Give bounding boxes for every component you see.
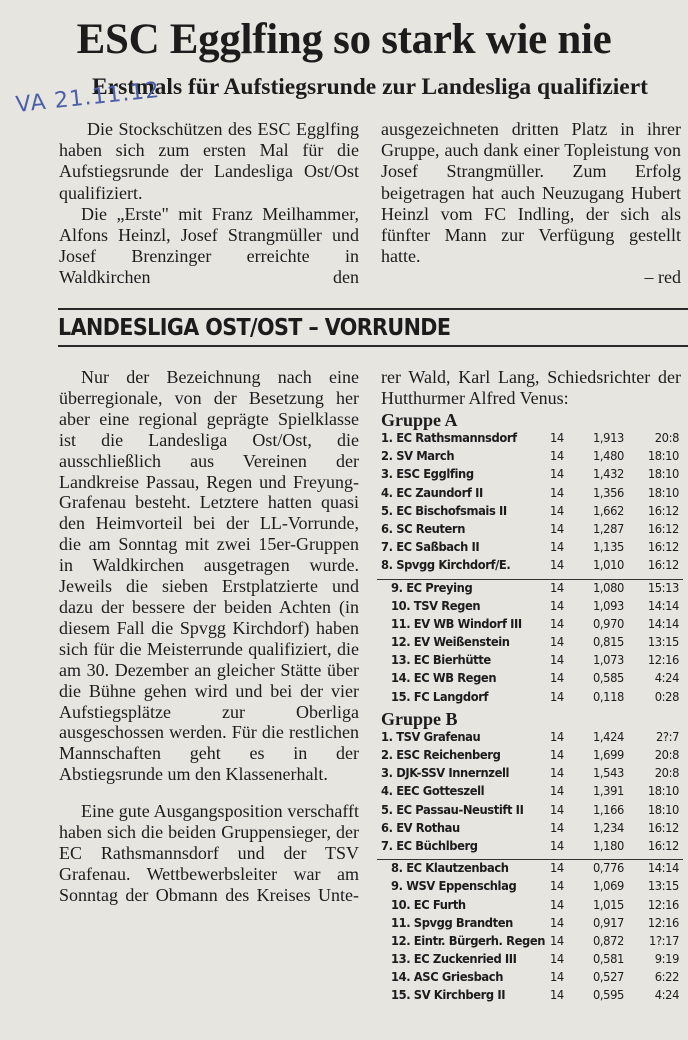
points: 4:24 [654,671,679,687]
shot-ratio: 1,166 [593,802,624,818]
shot-ratio: 0,118 [593,689,624,705]
team-name: 12. Eintr. Bürgerh. Regen [391,933,546,949]
team-name: 3. DJK-SSV Innernzell [381,766,510,782]
team-name: 3. ESC Egglfing [381,467,474,483]
team-name: 10. TSV Regen [391,598,481,614]
points: 18:10 [647,485,679,501]
team-name: 4. EEC Gotteszell [381,784,485,800]
shot-ratio: 1,699 [593,748,624,763]
games-played: 14 [550,933,564,949]
games-played: 14 [550,653,564,669]
team-name: 11. EV WB Windorf III [391,616,522,632]
points: 0:28 [654,689,679,705]
group-a-title: Gruppe A [381,410,458,430]
shot-ratio: 1,135 [593,540,624,556]
shot-ratio: 1,073 [593,653,624,669]
points: 14:14 [647,598,679,614]
games-played: 14 [550,802,564,818]
points: 18:10 [647,467,679,483]
section-title: LANDESLIGA OST/OST – VORRUNDE [58,315,451,341]
table-row [381,598,681,616]
table-row [381,580,681,598]
table-row [381,539,681,557]
table-row [381,838,681,856]
table-row [381,634,681,652]
table-row [381,820,681,838]
points: 20:8 [654,748,679,763]
team-name: 5. EC Passau-Neustift II [381,802,524,818]
shot-ratio: 1,432 [593,467,624,483]
team-name: 12. EV Weißenstein [391,635,510,651]
games-played: 14 [550,861,564,877]
date-stamp: VA 21.11.12 [14,77,162,118]
games-played: 14 [550,820,564,836]
points: 1?:17 [649,933,679,949]
team-name: 2. ESC Reichenberg [381,748,501,763]
points: 20:8 [654,431,679,446]
games-played: 14 [550,598,564,614]
shot-ratio: 1,662 [593,503,624,519]
table-row [381,951,681,969]
points: 16:12 [647,820,679,836]
shot-ratio: 1,069 [593,879,624,895]
table-row [381,557,681,575]
shot-ratio: 1,424 [593,729,624,745]
report-paragraph-2: Eine gute Ausgangsposition verschafft haben sich die beiden Gruppensieger, der EC Rathsmannsdorf und der TSV Grafenau. Wettbewerbsleiter war am Sonntag der Obmann des Kreises Unte- [59,801,359,905]
report-paragraph-3: rer Wald, Karl Lang, Schiedsrichter der Hutthurmer Alfred Venus: [381,367,681,408]
points: 14:14 [647,616,679,632]
table-row [381,466,681,484]
team-name: 6. SC Reutern [381,521,466,537]
games-played: 14 [550,748,564,763]
shot-ratio: 1,480 [593,449,624,465]
report-right-intro [381,367,681,409]
games-played: 14 [550,521,564,537]
games-played: 14 [550,970,564,986]
points: 12:16 [647,897,679,913]
points: 16:12 [647,503,679,519]
shot-ratio: 1,391 [593,784,624,800]
points: 6:22 [654,970,679,986]
games-played: 14 [550,449,564,465]
team-name: 6. EV Rothau [381,820,460,836]
shot-ratio: 1,180 [593,838,624,854]
shot-ratio: 0,595 [593,988,624,1004]
games-played: 14 [550,616,564,632]
shot-ratio: 1,080 [593,580,624,596]
report-paragraph-1: Nur der Bezeichnung nach eine überregionale, von der Besetzung her aber eine regional geprägte Spielklasse ist die Landesliga Ost/Ost, die ausschließlich aus Vereinen der Landkreise Passau, Regen und Freyung-Grafenau besteht. Letztere hatten quasi den Heimvorteil bei der LL-Vorrunde, die am Sonntag mit zwei 15er-Gruppen in Waldkirchen ausgetragen wurde. Jeweils die sieben Erstplatzierte und dazu der bessere der beiden Achten (in diesem Fall die Spvgg Kirchdorf) haben sich für die Meisterrunde qualifiziert, die am 30. Dezember an gleicher Stätte über die Bühne gehen wird und bei der vier Aufstiegsplätze zur Oberliga ausgeschossen werden. Für die restlichen Mannschaften geht es in der Abstiegsrunde um den Klassenerhalt. [59,367,359,785]
shot-ratio: 1,287 [593,521,624,537]
games-played: 14 [550,784,564,800]
games-played: 14 [550,503,564,519]
table-row [381,729,681,747]
games-played: 14 [550,431,564,446]
shot-ratio: 1,234 [593,820,624,836]
team-name: 13. EC Zuckenried III [391,952,517,968]
games-played: 14 [550,558,564,574]
table-row [381,765,681,783]
team-name: 7. EC Büchlberg [381,838,478,854]
intro-left-column [59,119,359,289]
table-row [381,987,681,1005]
team-name: 1. EC Rathsmannsdorf [381,431,517,446]
team-name: 10. EC Furth [391,897,466,913]
points: 9:19 [654,952,679,968]
table-row [381,652,681,670]
games-played: 14 [550,952,564,968]
games-played: 14 [550,671,564,687]
points: 13:15 [647,635,679,651]
team-name: 15. SV Kirchberg II [391,988,506,1004]
table-row [381,860,681,878]
headline: ESC Egglfing so stark wie nie [76,16,612,63]
team-name: 15. FC Langdorf [391,689,489,705]
shot-ratio: 0,581 [593,952,624,968]
shot-ratio: 0,872 [593,933,624,949]
byline: – red [644,267,681,288]
games-played: 14 [550,635,564,651]
points: 18:10 [647,784,679,800]
games-played: 14 [550,879,564,895]
points: 12:16 [647,915,679,931]
points: 16:12 [647,838,679,854]
section-rule-bottom [58,345,688,347]
group-b-title: Gruppe B [381,708,458,729]
table-row [381,747,681,765]
points: 12:16 [647,653,679,669]
table-row [381,670,681,688]
points: 18:10 [647,802,679,818]
intro-paragraph-2: Die „Erste" mit Franz Meilhammer, Alfons Heinzl, Josef Strangmüller und Josef Brenzinger erreichte in Waldkirchen den [59,203,359,288]
intro-right-column [381,119,681,289]
team-name: 8. EC Klautzenbach [391,861,509,877]
table-row [381,616,681,634]
points: 14:14 [647,861,679,877]
shot-ratio: 0,815 [593,635,624,651]
points: 15:13 [647,580,679,596]
shot-ratio: 1,356 [593,485,624,501]
games-played: 14 [550,897,564,913]
table-row [381,933,681,951]
games-played: 14 [550,485,564,501]
team-name: 9. WSV Eppenschlag [391,879,517,895]
table-row [381,783,681,801]
team-name: 4. EC Zaundorf II [381,485,483,501]
points: 2?:7 [655,729,679,745]
games-played: 14 [550,729,564,745]
table-row [381,878,681,896]
table-row [381,689,681,707]
team-name: 14. ASC Griesbach [391,970,504,986]
team-name: 9. EC Preying [391,580,473,596]
shot-ratio: 0,527 [593,970,624,986]
report-left-column [59,367,359,906]
shot-ratio: 0,585 [593,671,624,687]
team-name: 5. EC Bischofsmais II [381,503,507,519]
points: 16:12 [647,540,679,556]
points: 18:10 [647,449,679,465]
points: 20:8 [654,766,679,782]
shot-ratio: 1,913 [593,431,624,446]
points: 16:12 [647,558,679,574]
points: 4:24 [654,988,679,1004]
games-played: 14 [550,915,564,931]
table-row [381,430,681,448]
team-name: 7. EC Saßbach II [381,540,480,556]
shot-ratio: 1,010 [593,558,624,574]
games-played: 14 [550,988,564,1004]
games-played: 14 [550,689,564,705]
table-row [381,448,681,466]
table-row [381,915,681,933]
table-row [381,503,681,521]
shot-ratio: 1,093 [593,598,624,614]
section-rule-top [58,308,688,310]
games-played: 14 [550,580,564,596]
team-name: 13. EC Bierhütte [391,653,491,669]
table-row [381,897,681,915]
team-name: 2. SV March [381,449,455,465]
team-name: 14. EC WB Regen [391,671,497,687]
shot-ratio: 0,776 [593,861,624,877]
points: 13:15 [647,879,679,895]
intro-paragraph-1: Die Stockschützen des ESC Egglfing haben sich zum ersten Mal für die Aufstiegsrunde der Landesliga Ost/Ost qualifiziert. [59,119,359,203]
team-name: 8. Spvgg Kirchdorf/E. [381,558,511,574]
games-played: 14 [550,540,564,556]
team-name: 11. Spvgg Brandten [391,915,513,931]
table-row [381,802,681,820]
table-row [381,521,681,539]
points: 16:12 [647,521,679,537]
shot-ratio: 0,970 [593,616,624,632]
shot-ratio: 1,015 [593,897,624,913]
standings-table [381,410,681,1006]
team-name: 1. TSV Grafenau [381,729,481,745]
games-played: 14 [550,467,564,483]
table-row [381,485,681,503]
intro-paragraph-3: ausgezeichneten dritten Platz in ihrer Gruppe, auch dank einer Topleistung von Josef Strangmüller. Zum Erfolg beigetragen hat auch Neuzugang Hubert Heinzl vom FC Indling, der sich als fünfter Mann zur Verfügung gestellt hatte. [381,119,681,267]
games-played: 14 [550,838,564,854]
games-played: 14 [550,766,564,782]
table-row [381,969,681,987]
shot-ratio: 0,917 [593,915,624,931]
subheadline: Erstmals für Aufstiegsrunde zur Landesliga qualifiziert [92,74,648,100]
shot-ratio: 1,543 [593,766,624,782]
